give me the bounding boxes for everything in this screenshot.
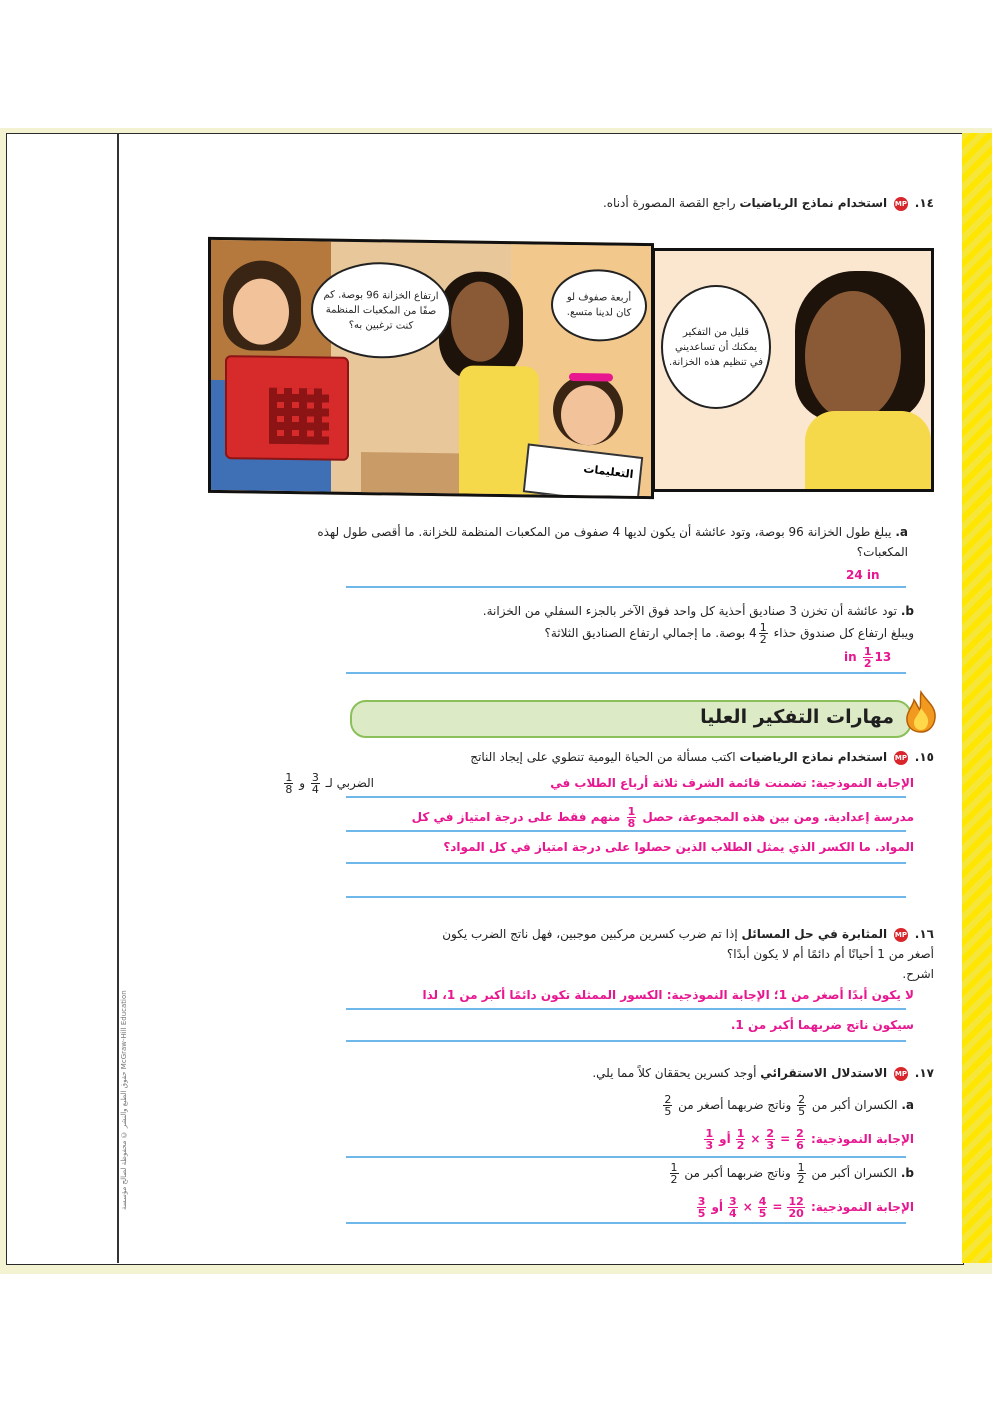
q16-question [334, 924, 934, 984]
q17-question [334, 1066, 934, 1081]
comic-panel-2 [652, 248, 934, 492]
q17-title: الاستدلال الاستقرائي [760, 1066, 888, 1080]
q15-answer2-before: مدرسة إعدادية. ومن بين هذه المجموعة، حصل [642, 810, 914, 824]
q17-number: ١٧. [914, 1066, 934, 1080]
frac-denominator: 5 [664, 1105, 672, 1118]
answer-fraction: $\frac{2}{3}$ [766, 1127, 775, 1152]
speech-bubble-3: قليل من التفكير يمكنك أن تساعديني في تنظيم هذه الخزانة. [661, 285, 771, 409]
q16-text1: إذا تم ضرب كسرين مركبين موجبين، فهل ناتج الضرب يكون [442, 927, 738, 941]
q17a-text1: الكسران أكبر من [811, 1098, 898, 1112]
q14b-answer [844, 646, 891, 669]
q14-title: استخدام نماذج الرياضيات [739, 196, 888, 210]
q15-text2: الضربي لـ [325, 776, 374, 790]
q14b-text2-before: ويبلغ ارتفاع كل صندوق حذاء [773, 626, 914, 640]
q15-answer-1: الإجابة النموذجية: تضمنت قائمة الشرف ثلاثة أرباع الطلاب في [550, 776, 914, 790]
answer-line [346, 796, 906, 798]
answer-line [346, 1156, 906, 1158]
operator: × [742, 1200, 753, 1214]
speech-bubble-1: ارتفاع الخزانة 96 بوصة. كم صفًا من المكعبات المنظمة كنت ترغبين به؟ [311, 261, 451, 359]
yellow-side-band [962, 133, 992, 1263]
q15-question [374, 746, 934, 768]
q14b-letter: b. [900, 604, 914, 618]
standard-badge-icon: MP [894, 928, 908, 942]
q15-answer2-after: منهم فقط على درجة امتياز في كل [411, 810, 621, 824]
q17b-text2: وناتج ضربهما أكبر من [684, 1166, 791, 1180]
answer-whole-visible: 13 [874, 650, 892, 664]
q14-number: ١٤. [914, 196, 934, 210]
q17b-expression [695, 1196, 807, 1219]
frac-denominator: 2 [670, 1173, 678, 1186]
standard-badge-icon: MP [894, 197, 908, 211]
q14b-text1: تود عائشة أن تخزن 3 صناديق أحذية كل واحد فوق الآخر بالجزء السفلي من الخزانة. [482, 604, 898, 618]
frac-numerator: 1 [670, 1161, 678, 1174]
q17a-expression [702, 1128, 806, 1151]
answer-fraction: $\frac{2}{6}$ [796, 1127, 804, 1152]
answer-fraction: $\frac{1}{2}$ [736, 1127, 745, 1152]
q17-text: أوجد كسرين يحققان كلاً مما يلي. [592, 1066, 757, 1080]
frac-denominator: 2 [759, 633, 767, 646]
q16-answer-1: لا يكون أبدًا أصغر من 1؛ الإجابة النموذجية: الكسور الممثلة تكون دائمًا أكبر من 1، لذا [422, 988, 914, 1002]
q15-title: استخدام نماذج الرياضيات [739, 750, 888, 764]
q14b-whole: 4 [749, 626, 757, 640]
answer-line [346, 862, 906, 864]
q15-text2-row [224, 772, 374, 795]
hot-banner [350, 700, 912, 738]
frac-numerator: 2 [664, 1093, 672, 1106]
comic-panel-1 [208, 237, 654, 499]
frac-numerator: 1 [627, 805, 636, 818]
frac-denominator: 5 [798, 1105, 806, 1118]
answer-fraction: $\frac{3}{4}$ [729, 1195, 737, 1220]
comic-strip [208, 240, 932, 492]
operator: × [750, 1132, 761, 1146]
q17b-letter: b. [900, 1166, 914, 1180]
answer-line [346, 586, 906, 588]
q14a-text: يبلغ طول الخزانة 96 بوصة، وتود عائشة أن يكون لديها 4 صفوف من المكعبات المنظمة للخزانة. ما أقصى طول لهذه المكعبات؟ [317, 525, 908, 559]
margin-rule [117, 133, 119, 1263]
frac-numerator: 1 [863, 645, 872, 658]
q15-text1: اكتب مسألة من الحياة اليومية تنطوي على إيجاد الناتج [470, 750, 736, 764]
q14b-text2-after: بوصة. ما إجمالي ارتفاع الصناديق الثلاثة؟ [544, 626, 746, 640]
q17b-answer [614, 1196, 914, 1219]
frac-numerator: 1 [285, 771, 293, 784]
q16-title: المثابرة في حل المسائل [741, 927, 888, 941]
answer-line [346, 1008, 906, 1010]
answer-line [346, 830, 906, 832]
q17a-answer-label: الإجابة النموذجية: [810, 1132, 914, 1146]
q14a-question [298, 522, 908, 562]
answer-fraction: $\frac{1}{3}$ [705, 1127, 714, 1152]
q16-explain: اشرح. [902, 967, 934, 981]
frac-denominator: 8 [627, 817, 636, 830]
operator: = [772, 1200, 783, 1214]
flame-icon [902, 690, 940, 734]
standard-badge-icon: MP [894, 1067, 908, 1081]
q15-answer-3: المواد. ما الكسر الذي يمثل الطلاب الذين حصلوا على درجة امتياز في كل المواد؟ [443, 840, 914, 854]
q17a-question [614, 1094, 914, 1117]
answer-fraction: $\frac{3}{5}$ [697, 1195, 706, 1220]
copyright-notice: حقوق الطبع والنشر © محفوظة لصالح مؤسسة McGraw-Hill Education [120, 990, 128, 1210]
frac-numerator: 1 [797, 1161, 805, 1174]
q14-header [234, 196, 934, 211]
q14a-letter: a. [895, 525, 908, 539]
red-basket-icon [225, 355, 349, 461]
standard-badge-icon: MP [894, 751, 908, 765]
q17a-text2: وناتج ضربهما أصغر من [678, 1098, 792, 1112]
q15-answer-2 [314, 806, 914, 829]
frac-denominator: 4 [311, 783, 319, 796]
answer-fraction: $\frac{12}{20}$ [788, 1195, 804, 1220]
frac-numerator: 3 [311, 771, 319, 784]
q15-number: ١٥. [914, 750, 934, 764]
frac-numerator: 2 [798, 1093, 806, 1106]
conjunction: و [299, 776, 305, 790]
operator: = [780, 1132, 791, 1146]
q17a-answer [614, 1128, 914, 1151]
q14b-question [314, 600, 914, 645]
hot-title: مهارات التفكير العليا [700, 706, 894, 728]
frac-denominator: 8 [285, 783, 293, 796]
q16-number: ١٦. [914, 927, 934, 941]
frac-denominator: 2 [797, 1173, 805, 1186]
q16-answer-2: سيكون ناتج ضربهما أكبر من 1. [730, 1018, 914, 1032]
frac-denominator: 2 [863, 657, 872, 670]
answer-line [346, 1222, 906, 1224]
answer-line [346, 896, 906, 898]
operator: أو [719, 1132, 731, 1146]
answer-line [346, 1040, 906, 1042]
q17a-letter: a. [901, 1098, 914, 1112]
answer-fraction: $\frac{4}{5}$ [758, 1195, 767, 1220]
q17b-text1: الكسران أكبر من [811, 1166, 898, 1180]
answer-unit: in [844, 650, 857, 664]
operator: أو [711, 1200, 724, 1214]
q14a-answer: 24 in [846, 568, 880, 582]
q14-instruction: راجع القصة المصورة أدناه. [602, 196, 736, 210]
frac-numerator: 1 [759, 621, 767, 634]
q17b-question [614, 1162, 914, 1185]
speech-bubble-2: أربعة صفوف لو كان لدينا متسع. [551, 269, 647, 342]
answer-line [346, 672, 906, 674]
q16-text2: أصغر من 1 أحيانًا أم دائمًا أم لا يكون أبدًا؟ [726, 947, 934, 961]
book-label: التعليمات [582, 462, 635, 482]
q17b-answer-label: الإجابة النموذجية: [810, 1200, 914, 1214]
